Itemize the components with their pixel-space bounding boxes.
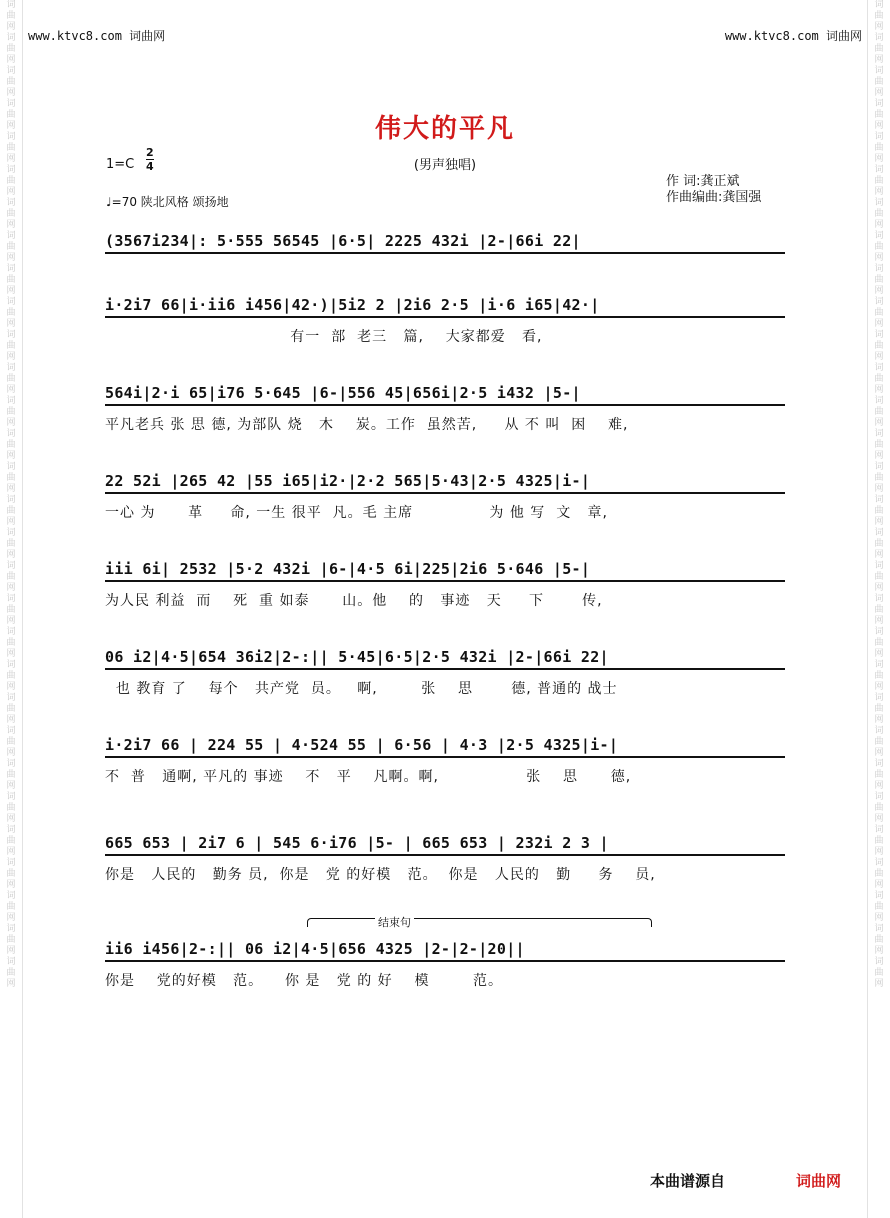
score-notes: i·2i7 66|i·ii6 i456|42·)|5i2 2 |2i6 2·5 |i·6 i65|42·| — [105, 296, 785, 318]
lyricist-credit: 作 词:龚正斌 — [666, 174, 740, 189]
score-row — [105, 834, 785, 884]
score-notes: ii6 i456|2-:|| 06 i2|4·5|656 4325 |2-|2-|20|| — [105, 940, 785, 962]
score-notes: (3567i234|: 5·555 56545 |6·5| 2225 432i |2-|66i 22| — [105, 232, 785, 254]
time-signature-bottom: 4 — [146, 160, 154, 173]
time-signature — [146, 146, 154, 173]
score-row — [105, 560, 785, 610]
score-row — [105, 648, 785, 698]
score-notes: i·2i7 66 | 224 55 | 4·524 55 | 6·56 | 4·3 |2·5 4325|i-| — [105, 736, 785, 758]
score-row — [105, 384, 785, 434]
ending-label: 结束句 — [375, 914, 414, 930]
score-lyrics: 不 普 通啊, 平凡的 事迹 不 平 凡啊。啊, 张 思 德, — [105, 769, 632, 785]
score-row — [105, 736, 785, 786]
footer-brand-link[interactable]: 词曲网 — [796, 1172, 842, 1190]
credits — [666, 174, 761, 206]
score-lyrics: 你是 党的好模 范。 你 是 党 的 好 模 范。 — [105, 973, 504, 989]
score-row — [105, 232, 785, 262]
side-watermark-right: 词曲网词曲网词曲网词曲网词曲网词曲网词曲网词曲网词曲网词曲网词曲网词曲网词曲网词曲网词曲网词曲网词曲网词曲网词曲网词曲网词曲网词曲网词曲网词曲网词曲网词曲网词曲网词曲网词曲网词曲网 — [874, 0, 884, 989]
score-lyrics: 有一 部 老三 篇, 大家都爱 看, — [105, 329, 543, 345]
composer-credit: 作曲编曲:龚国强 — [666, 190, 762, 205]
score-lyrics: 一心 为 革 命, 一生 很平 凡。毛 主席 为 他 写 文 章, — [105, 505, 609, 521]
header-watermark-left[interactable]: www.ktvc8.com 词曲网 — [28, 29, 166, 43]
song-subtitle: (男声独唱) — [413, 158, 477, 173]
score-lyrics: 你是 人民的 勤务 员, 你是 党 的好模 范。 你是 人民的 勤 务 员, — [105, 867, 656, 883]
time-signature-top: 2 — [146, 146, 154, 159]
song-title: 伟大的平凡 — [374, 114, 515, 144]
score-notes: 22 52i |265 42 |55 i65|i2·|2·2 565|5·43|2·5 4325|i-| — [105, 472, 785, 494]
score-notes: 06 i2|4·5|654 36i2|2-:|| 5·45|6·5|2·5 432i |2-|66i 22| — [105, 648, 785, 670]
ending-bracket — [307, 918, 652, 927]
page-border-right — [867, 0, 868, 1218]
score-lyrics: 也 教育 了 每个 共产党 员。 啊, 张 思 德, 普通的 战士 — [105, 681, 618, 697]
score-row — [105, 296, 785, 346]
side-watermark-left: 词曲网词曲网词曲网词曲网词曲网词曲网词曲网词曲网词曲网词曲网词曲网词曲网词曲网词曲网词曲网词曲网词曲网词曲网词曲网词曲网词曲网词曲网词曲网词曲网词曲网词曲网词曲网词曲网词曲网词曲网 — [6, 0, 16, 989]
key-signature: 1=C — [106, 157, 135, 172]
page-border-left — [22, 0, 23, 1218]
tempo-marking: ♩=70 陕北风格 颂扬地 — [106, 195, 229, 209]
score-row — [105, 472, 785, 522]
score-notes: 564i|2·i 65|i76 5·645 |6-|556 45|656i|2·5 i432 |5-| — [105, 384, 785, 406]
score-row — [105, 940, 785, 990]
score-lyrics: 平凡老兵 张 思 德, 为部队 烧 木 炭。工作 虽然苦, 从 不 叫 困 难, — [105, 417, 629, 433]
score-lyrics: 为人民 利益 而 死 重 如泰 山。他 的 事迹 天 下 传, — [105, 593, 603, 609]
footer-source: 本曲谱源自 — [650, 1172, 726, 1190]
score-notes: 665 653 | 2i7 6 | 545 6·i76 |5- | 665 653 | 232i 2 3 | — [105, 834, 785, 856]
header-watermark-right[interactable]: www.ktvc8.com 词曲网 — [724, 29, 862, 43]
score-notes: iii 6i| 2532 |5·2 432i |6-|4·5 6i|225|2i6 5·646 |5-| — [105, 560, 785, 582]
